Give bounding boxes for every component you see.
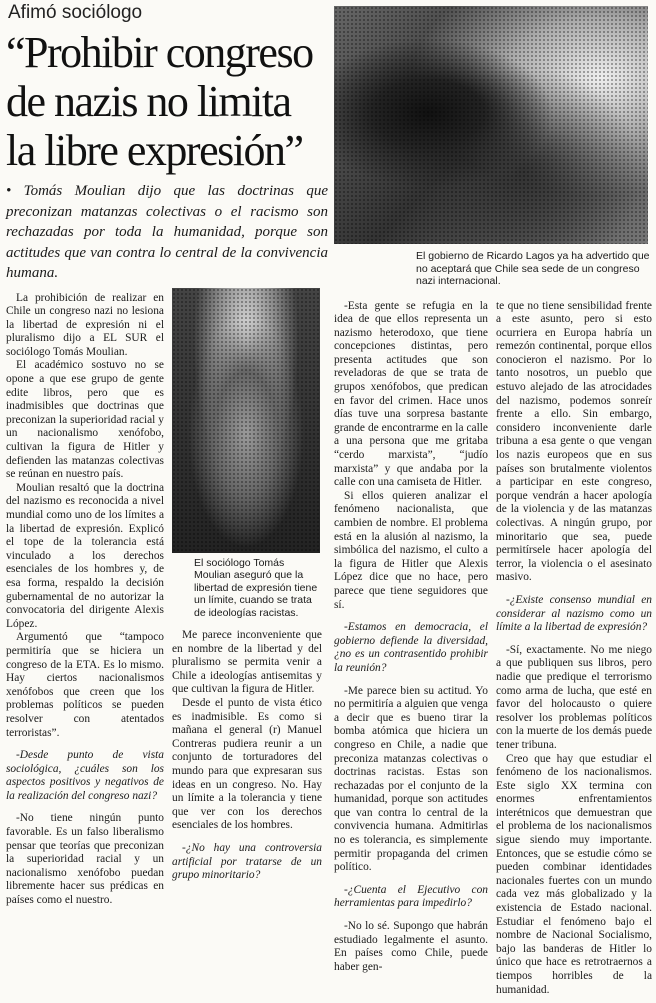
paragraph: Moulian resaltó que la doctrina del nazismo es reconocida a nivel mundial como uno de los límites a la libertad de expresión. Explicó el tope de la tolerancia está vinculado a los derechos esenciales de los hombres y, de esa forma, respaldo la decisión gubernamental de no autorizar la convocatoria del dirigente Alexis López. (6, 481, 164, 630)
headline: “Prohibir congreso de nazis no limita la libre expresión” (6, 28, 313, 175)
paragraph: Desde el punto de vista ético es inadmisible. Es como si mañana el general (r) Manuel Contreras pudiera reunir a un conjunto de torturadores del mundo para que expresaran sus ideas en un congreso. No. Hay un límite a la tolerancia y tiene que ver con los derechos esenciales de los hombres. (172, 696, 322, 832)
paragraph: Si ellos quieren analizar el fenómeno nacionalista, que cambien de nombre. El problema está en la alusión al nazismo, la simbólica del nazismo, el culto a la figura de Hitler que Alexis López dice que no hace, pero parece que tiene seguidores que sí. (334, 489, 488, 611)
paragraph: te que no tiene sensibilidad frente a este asunto, pero si esto ocurriera en Europa habría un remezón continental, porque ellos conocieron el nazismo. Por lo tanto nosotros, un pueblo que estuvo alejado de las atrocidades del nazismo, podemos sonreír frente a ello. Sin embargo, considero inconveniente darle tribuna a esa gente o que vengan los nazis europeos que en sus países son brutalmente violentos a participar en este congreso, porque vendrán a hacer apología de la violencia y de las matanzas colectivas. A ningún grupo, por minoritario que sea, puede permitírsele hacer apología del terror, la violencia o el asesinato masivo. (496, 299, 652, 584)
question: -Estamos en democracia, el gobierno defiende la diversidad, ¿no es un contrasentido prohibir la reunión? (334, 621, 488, 674)
paragraph: -Esta gente se refugia en la idea de que ellos representa un nazismo heterodoxo, que tiene concepciones distintas, pero presenta actitudes que son reveladoras de que se trata de grupos xenófobos, que predican en favor del crimen. Hace unos días tuve una sorpresa bastante grande de encontrarme en la calle a una persona que me gritaba “cerdo marxista”, “judío marxista” y que andaba por la calle con una camiseta de Hitler. (334, 299, 488, 489)
answer: -No tiene ningún punto favorable. Es un falso liberalismo pensar que teorías que preconizan la superioridad racial y un nacionalismo xenófobo puedan libremente hacer sus prédicas en países como el nuestro. (6, 812, 164, 907)
paragraph: Argumentó que “tampoco permitiría que se hiciera un congreso de la ETA. Es lo mismo. Hay ciertos nacionalismos xenófobos que creen que los problemas políticos se pueden resolver con atentados terroristas”. (6, 631, 164, 739)
column-1 (6, 292, 164, 908)
left-area (6, 2, 328, 908)
answer: -Me parece bien su actitud. Yo no permitiría a alguien que venga a decir que es bueno tirar la bomba atómica que hiciera un congreso en Chile, a nadie que preconiza matanzas colectivas o doctrinas racistas. Estas son rechazadas por el conjunto de la humanidad, porque son actitudes que van contra lo central de la convivencia humana. Admitirlas no es tolerancia, es simplemente permitir propaganda del crimen político. (334, 684, 488, 874)
paragraph: -Sí, exactamente. No me niego a que publiquen sus libros, pero nadie que predique el terrorismo como arma de lucha, que esté en favor del holocausto o quiere resolver los problemas políticos con la muerte de los demás puede tener tribuna. (496, 643, 652, 751)
question: -¿Cuenta el Ejecutivo con herramientas para impedirlo? (334, 883, 488, 910)
kicker: Afimó sociólogo (8, 2, 143, 23)
left-columns (6, 284, 328, 908)
column-3 (334, 300, 488, 975)
paragraph: Creo que hay que estudiar el fenómeno de los nacionalismos. Este siglo XX termina con enormes enfrentamientos interétnicos que demuestran que el problema de los nacionalismos sigue siendo muy importante. Entonces, que se estudie cómo se pueden combinar identidades nacionales fuertes con un mundo cada vez más globalizado y la existencia de Estado nacional. Estudiar el fenómeno bajo el nombre de Nacional Socialismo, bajo las banderas de Hitler lo único que hace es retrotraernos a tiempos horribles de la humanidad. (496, 752, 652, 996)
column-4 (496, 300, 652, 998)
right-area (334, 2, 652, 997)
paragraph: El académico sostuvo no se opone a que ese grupo de gente edite libros, pero que es inadmisibles que doctrinas que preconizan la superioridad racial y un nacionalismo xenófobo, cultivan la figura de Hitler y defienden las matanzas colectivas se reúnan en nuestro país. (6, 359, 164, 481)
question: -¿No hay una controversia artificial por tratarse de un grupo minoritario? (172, 841, 322, 882)
paragraph: La prohibición de realizar en Chile un congreso nazi no lesiona la libertad de expresión ni el pluralismo dijo a EL SUR el sociólogo Tomás Moulian. (6, 291, 164, 358)
question: -¿Existe consenso mundial en considerar al nazismo como un límite a la libertad de expresión? (496, 593, 652, 634)
photo2-caption: El sociólogo Tomás Moulian aseguró que la libertad de expresión tiene un límite, cuando se trata de ideologías racistas. (194, 556, 318, 619)
photo-moulian (172, 288, 320, 553)
question: -Desde punto de vista sociológica, ¿cuáles son los aspectos positivos y negativos de la realización del congreso nazi? (6, 749, 164, 802)
answer: -No lo sé. Supongo que habrán estudiado legalmente el asunto. En países como Chile, puede haber gen- (334, 920, 488, 973)
paragraph: Me parece inconveniente que en nombre de la libertad y del pluralismo se permita venir a Chile a ideologías antisemitas y que cultivan la figura de Hitler. (172, 629, 322, 696)
photo1-caption: El gobierno de Ricardo Lagos ya ha advertido que no aceptará que Chile sea sede de un congreso nazi internacional. (416, 250, 650, 287)
column-2 (172, 629, 322, 892)
right-columns (334, 300, 652, 998)
photo-government (334, 6, 648, 244)
middle-area (172, 288, 322, 892)
lead-paragraph: • Tomás Moulian dijo que las doctrinas que preconizan matanzas colectivas o el racismo son rechazadas por toda la humanidad, porque son actitudes que van contra lo central de la convivencia humana. (6, 183, 328, 281)
